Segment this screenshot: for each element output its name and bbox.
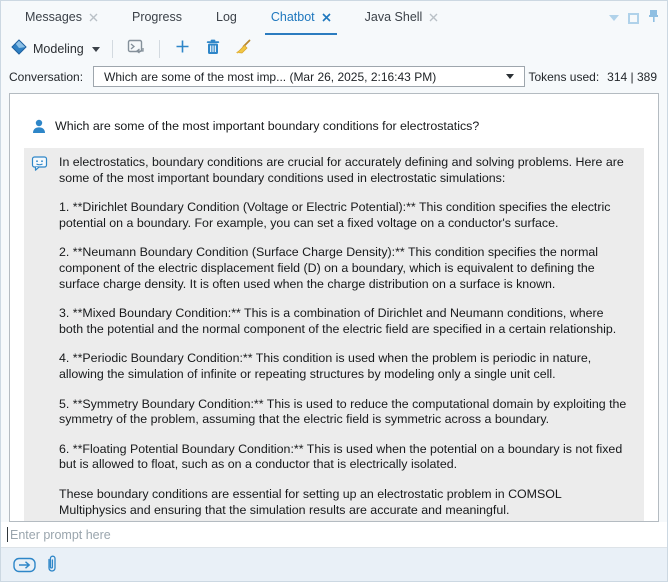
conversation-label: Conversation: xyxy=(9,69,84,84)
send-arrow-icon xyxy=(13,557,36,573)
send-prompt-button[interactable] xyxy=(13,557,36,573)
conversation-selected-value: Which are some of the most imp... (Mar 26, 2025, 2:16:43 PM) xyxy=(104,69,437,84)
tab-java-shell-label: Java Shell xyxy=(364,10,423,24)
tokens-used xyxy=(528,70,657,84)
dropdown-triangle-icon[interactable] xyxy=(609,15,619,21)
toolbar-separator xyxy=(112,40,113,58)
window-controls xyxy=(609,1,659,35)
tab-log-label: Log xyxy=(216,10,237,24)
tab-log[interactable] xyxy=(210,1,243,35)
prompt-actions-footer xyxy=(1,548,667,581)
bot-message xyxy=(24,148,644,522)
tab-bar xyxy=(1,1,667,35)
clear-conversation-button[interactable] xyxy=(232,38,254,60)
tab-messages[interactable] xyxy=(19,1,104,35)
bot-paragraph: In electrostatics, boundary conditions are crucial for accurately defining and solving problems. Here are some of the most important boundary conditions used in electrostatic simulations: xyxy=(59,155,624,185)
close-icon[interactable] xyxy=(429,13,438,22)
chat-transcript[interactable] xyxy=(9,93,659,522)
bot-paragraph: 2. **Neumann Boundary Condition (Surface Charge Density):** This condition specifies the normal component of the electric displacement field (D) on a boundary, which is equivalent to defining the surface charge density. It is often used when the charge distribution on a surface is known. xyxy=(59,245,599,291)
chat-transcript-wrap xyxy=(1,90,667,522)
bot-paragraph: These boundary conditions are essential for setting up an electrostatic problem in COMSOL Multiphysics and ensuring that the simulation results are accurate and meaningful. xyxy=(59,486,562,517)
send-to-shell-button[interactable] xyxy=(125,38,147,60)
text-caret xyxy=(7,527,8,542)
toolbar-separator xyxy=(159,40,160,58)
tab-messages-label: Messages xyxy=(25,10,82,24)
delete-trash-icon xyxy=(206,39,220,60)
modeling-label: Modeling xyxy=(33,42,84,56)
tab-chatbot[interactable] xyxy=(265,1,337,35)
modeling-mode-dropdown[interactable] xyxy=(11,39,100,60)
bot-paragraph: 4. **Periodic Boundary Condition:** This condition is used when the problem is periodic in nature, allowing the simulation of infinite or repeating structures by modeling only a single unit cell. xyxy=(59,351,592,381)
user-avatar-icon xyxy=(32,119,46,137)
tokens-used-value: 314 | 389 xyxy=(607,69,657,84)
clear-broom-icon xyxy=(235,39,251,60)
prompt-input[interactable] xyxy=(1,522,667,548)
attach-file-button[interactable] xyxy=(46,555,58,574)
add-icon xyxy=(175,39,190,59)
bot-paragraph: 1. **Dirichlet Boundary Condition (Voltage or Electric Potential):** This condition specifies the electric potential on a boundary. For example, you can set a fixed voltage on a conductor's surface. xyxy=(59,200,611,230)
pin-icon[interactable] xyxy=(648,9,659,28)
chevron-down-icon xyxy=(506,74,514,79)
paperclip-icon xyxy=(46,555,58,574)
tab-chatbot-label: Chatbot xyxy=(270,10,315,24)
maximize-square-icon[interactable] xyxy=(628,13,639,24)
send-to-shell-icon xyxy=(127,39,145,60)
chatbot-toolbar xyxy=(1,35,667,63)
chevron-down-icon xyxy=(92,47,100,52)
tab-progress[interactable] xyxy=(126,1,188,35)
conversation-row xyxy=(1,63,667,90)
user-message xyxy=(10,119,658,137)
new-conversation-button[interactable] xyxy=(172,38,194,60)
bot-chat-bubble-icon xyxy=(31,155,48,177)
bot-paragraph: 3. **Mixed Boundary Condition:** This is a combination of Dirichlet and Neumann conditions, where both the potential and the normal component of the electric field are specified in a certain relationship. xyxy=(59,306,617,336)
close-icon[interactable] xyxy=(89,13,98,22)
tab-java-shell[interactable] xyxy=(359,1,445,35)
delete-conversation-button[interactable] xyxy=(202,38,224,60)
prompt-placeholder: Enter prompt here xyxy=(10,527,111,542)
user-message-text: Which are some of the most important boundary conditions for electrostatics? xyxy=(55,119,480,133)
conversation-select[interactable] xyxy=(93,66,525,87)
tab-progress-label: Progress xyxy=(131,10,183,24)
bot-paragraph: 5. **Symmetry Boundary Condition:** This is used to reduce the computational domain by exploiting the symmetry of the problem, assuming that the electric field is symmetric across a boundary. xyxy=(59,396,627,427)
close-icon[interactable] xyxy=(322,13,331,22)
bot-paragraph: 6. **Floating Potential Boundary Condition:** This is used when the potential on a boundary is not fixed but is allowed to float, such as on a conductor that is electrically isolated. xyxy=(59,441,623,472)
tokens-used-label: Tokens used: xyxy=(528,69,600,84)
model-diamond-icon xyxy=(11,39,27,60)
